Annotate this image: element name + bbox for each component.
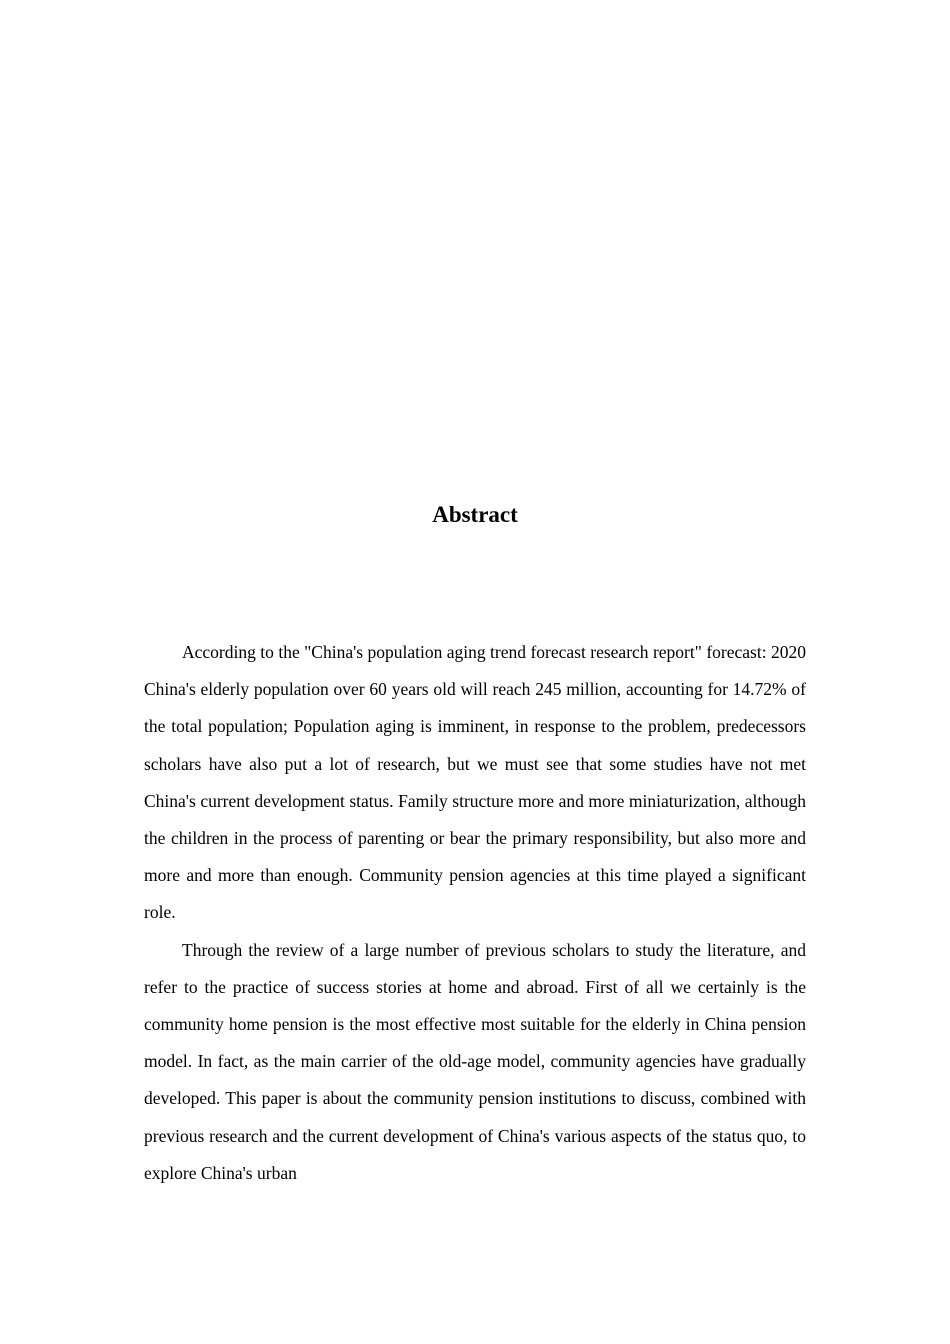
abstract-paragraph-1: According to the "China's population aging trend forecast research report" forecast: 2020 China's elderly population over 60 years old will reach 245 million, accounting for 14.72% of the total population; Population aging is imminent, in response to the problem, predecessors scholars have also put a lot of research, but we must see that some studies have not met China's current development status. Family structure more and more miniaturization, although the children in the process of parenting or bear the primary responsibility, but also more and more and more than enough. Community pension agencies at this time played a significant role. bbox=[144, 642, 806, 923]
page-title: Abstract bbox=[432, 502, 518, 527]
abstract-body bbox=[144, 634, 806, 1192]
abstract-paragraph-2: Through the review of a large number of previous scholars to study the literature, and refer to the practice of success stories at home and abroad. First of all we certainly is the community home pension is the most effective most suitable for the elderly in China pension model. In fact, as the main carrier of the old-age model, community agencies have gradually developed. This paper is about the community pension institutions to discuss, combined with previous research and the current development of China's various aspects of the status quo, to explore China's urban bbox=[144, 939, 806, 1183]
